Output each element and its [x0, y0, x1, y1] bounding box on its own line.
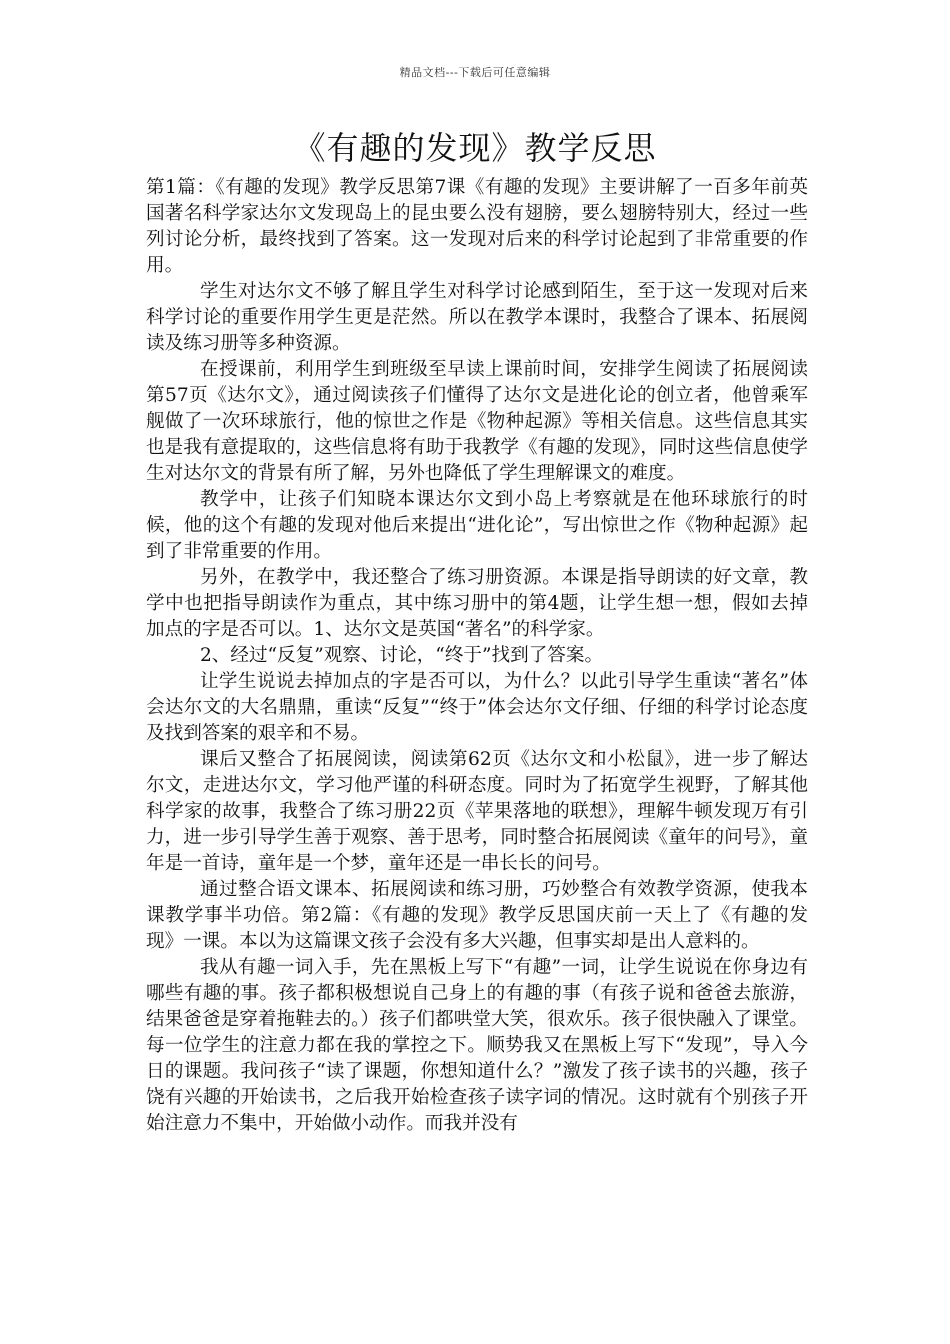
document-body: [146, 175, 808, 1137]
paragraph-6: 2、经过“反复”观察、讨论，“终于”找到了答案。: [199, 645, 604, 666]
paragraph-7: 让学生说说去掉加点的字是否可以，为什么？以此引导学生重读“著名”体会达尔文的大名鼎鼎，重读“反复”“终于”体会达尔文仔细、仔细的科学讨论态度及找到答案的艰辛和不易。: [146, 671, 808, 744]
paragraph-1: 第1篇：《有趣的发现》教学反思第7课《有趣的发现》主要讲解了一百多年前英国著名科学家达尔文发现岛上的昆虫要么没有翅膀，要么翅膀特别大，经过一些列讨论分析，最终找到了答案。这一发现对后来的科学讨论起到了非常重要的作用。: [146, 177, 808, 276]
paragraph-2: 学生对达尔文不够了解且学生对科学讨论感到陌生，至于这一发现对后来科学讨论的重要作用学生更是茫然。所以在教学本课时，我整合了课本、拓展阅读及练习册等多种资源。: [146, 281, 808, 354]
paragraph-5: 另外，在教学中，我还整合了练习册资源。本课是指导朗读的好文章，教学中也把指导朗读作为重点，其中练习册中的第4题，让学生想一想，假如去掉加点的字是否可以。1、达尔文是英国“著名”的科学家。: [146, 567, 808, 640]
paragraph-9: 通过整合语文课本、拓展阅读和练习册，巧妙整合有效教学资源，使我本课教学事半功倍。第2篇：《有趣的发现》教学反思国庆前一天上了《有趣的发现》一课。本以为这篇课文孩子会没有多大兴趣，但事实却是出人意料的。: [146, 879, 808, 952]
header-note: 精品文档---下载后可任意编辑: [399, 66, 551, 79]
paragraph-8: 课后又整合了拓展阅读，阅读第62页《达尔文和小松鼠》，进一步了解达尔文，走进达尔文，学习他严谨的科研态度。同时为了拓宽学生视野，了解其他科学家的故事，我整合了练习册22页《苹果落地的联想》，理解牛顿发现万有引力，进一步引导学生善于观察、善于思考，同时整合拓展阅读《童年的问号》，童年是一首诗，童年是一个梦，童年还是一串长长的问号。: [146, 749, 808, 874]
paragraph-3: 在授课前，利用学生到班级至早读上课前时间，安排学生阅读了拓展阅读第57页《达尔文》，通过阅读孩子们懂得了达尔文是进化论的创立者，他曾乘军舰做了一次环球旅行，他的惊世之作是《物种起源》等相关信息。这些信息其实也是我有意提取的，这些信息将有助于我教学《有趣的发现》，同时这些信息使学生对达尔文的背景有所了解，另外也降低了学生理解课文的难度。: [146, 359, 808, 484]
paragraph-10: 我从有趣一词入手，先在黑板上写下“有趣”一词，让学生说说在你身边有哪些有趣的事。孩子都积极想说自己身上的有趣的事（有孩子说和爸爸去旅游，结果爸爸是穿着拖鞋去的。）孩子们都哄堂大笑，很欢乐。孩子很快融入了课堂。每一位学生的注意力都在我的掌控之下。顺势我又在黑板上写下“发现”，导入今日的课题。我问孩子“读了课题，你想知道什么？”激发了孩子读书的兴趣，孩子饶有兴趣的开始读书，之后我开始检查孩子读字词的情况。这时就有个别孩子开始注意力不集中，开始做小动作。而我并没有: [146, 957, 808, 1134]
document-title: 《有趣的发现》教学反思: [293, 129, 657, 167]
paragraph-4: 教学中，让孩子们知晓本课达尔文到小岛上考察就是在他环球旅行的时候，他的这个有趣的发现对他后来提出“进化论”，写出惊世之作《物种起源》起到了非常重要的作用。: [146, 489, 808, 562]
